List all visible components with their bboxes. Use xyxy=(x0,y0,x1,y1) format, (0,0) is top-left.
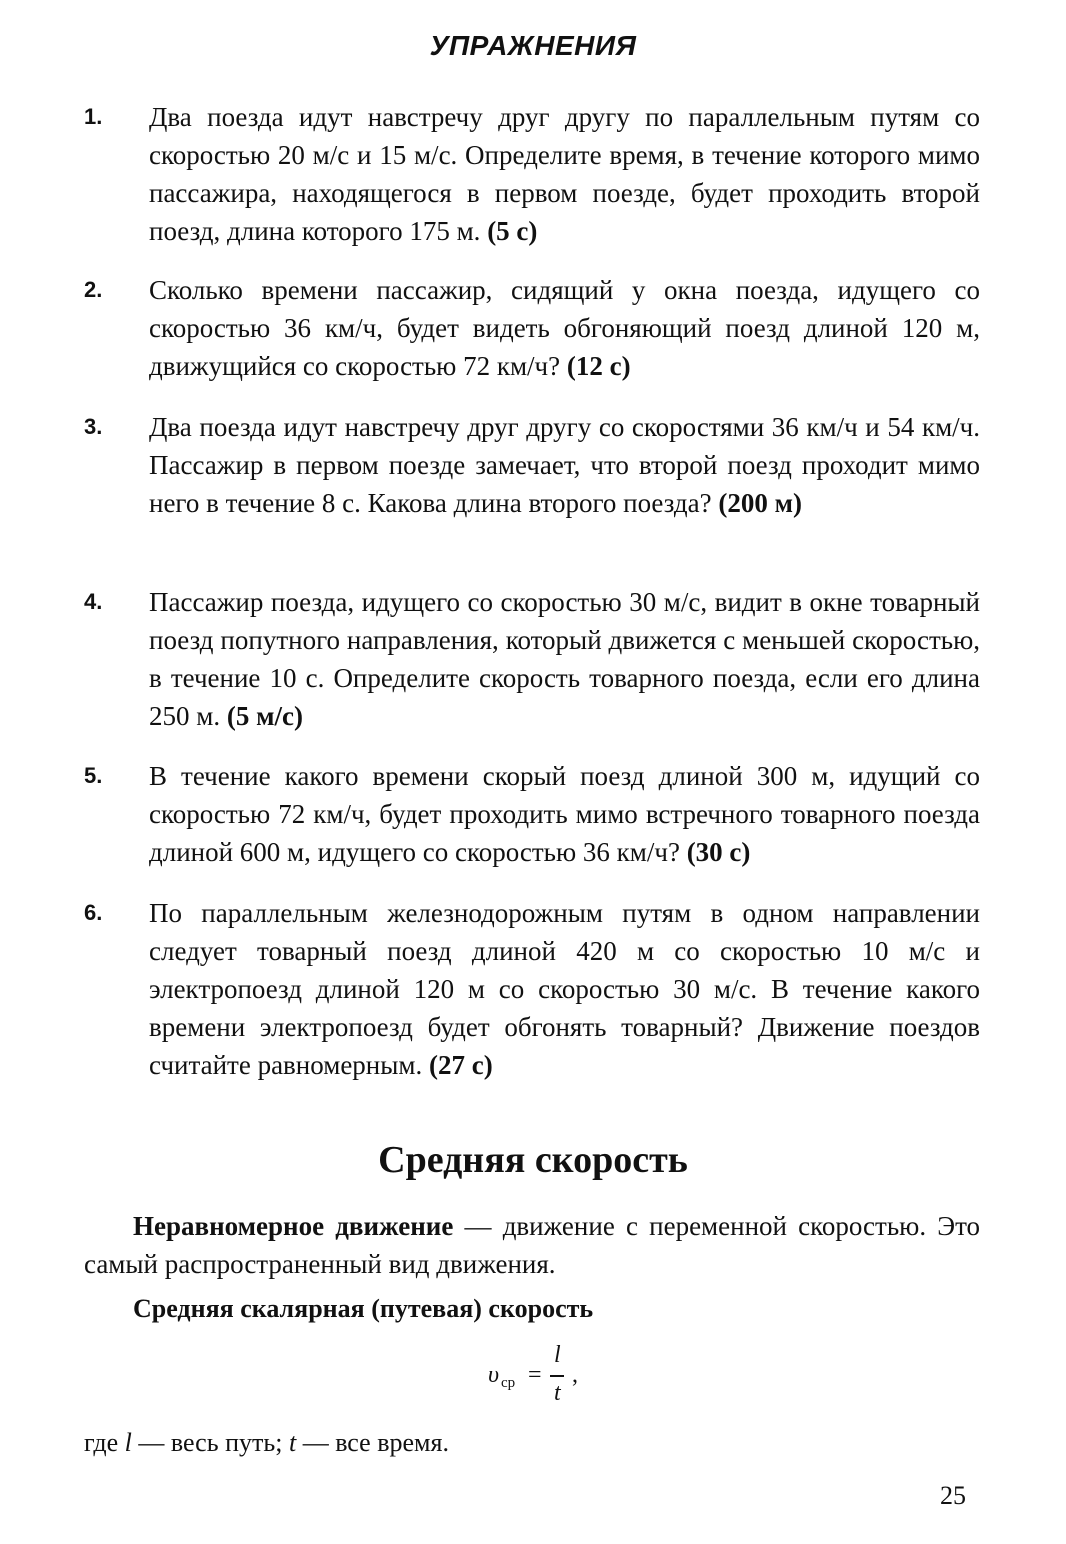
exercise-6 xyxy=(84,894,980,1084)
where-prefix: где xyxy=(84,1428,125,1457)
exercise-text: Сколько времени пассажир, сидящий у окна поезда, идущего со скоростью 36 км/ч, будет видеть обгоняющий поезд длиной 120 м, движущийся со скоростью 72 км/ч? xyxy=(149,275,980,381)
fraction-bar xyxy=(550,1375,564,1377)
where-l: l xyxy=(124,1428,132,1457)
exercise-2 xyxy=(84,271,980,385)
subheading: Средняя скалярная (путевая) скорость xyxy=(133,1294,594,1323)
exercise-answer: (5 м/с) xyxy=(226,701,303,731)
formula-explanation xyxy=(84,1424,449,1462)
definition-term: Неравномерное движение xyxy=(133,1211,454,1241)
formula-equals: = xyxy=(528,1362,542,1388)
exercise-number: 2. xyxy=(84,277,103,302)
exercise-text: Два поезда идут навстречу друг другу по параллельным путям со скоростью 20 м/с и 15 м/с. Определите время, в течение которого мимо пассажира, находящегося в первом поезде, будет проходить второй поезд, длина которого 175 м. xyxy=(149,102,980,246)
exercise-1 xyxy=(84,98,980,250)
formula-comma: , xyxy=(572,1362,578,1388)
where-t: t xyxy=(288,1428,297,1457)
formula-lhs-subscript: ср xyxy=(501,1375,516,1391)
exercise-number: 5. xyxy=(84,763,103,788)
exercise-number: 3. xyxy=(84,414,103,439)
page-title: УПРАЖНЕНИЯ xyxy=(429,30,637,61)
exercise-number: 4. xyxy=(84,589,103,614)
exercise-3 xyxy=(84,408,980,522)
exercise-number: 6. xyxy=(84,900,103,925)
exercise-4 xyxy=(84,583,980,735)
formula-denominator: t xyxy=(554,1380,561,1406)
page-number: 25 xyxy=(940,1481,966,1510)
formula-lhs: υ xyxy=(488,1362,500,1388)
exercise-5 xyxy=(84,757,980,871)
exercise-answer: (27 с) xyxy=(428,1050,493,1080)
exercise-answer: (30 с) xyxy=(686,837,751,867)
exercise-text: Два поезда идут навстречу друг другу со скоростями 36 км/ч и 54 км/ч. Пассажир в первом поезде замечает, что второй поезд проходит мимо него в течение 8 с. Какова длина второго поезда? xyxy=(149,412,980,518)
exercise-answer: (12 с) xyxy=(566,351,631,381)
exercise-answer: (5 с) xyxy=(487,216,538,246)
where-mid: — весь путь; xyxy=(131,1428,289,1457)
exercise-number: 1. xyxy=(84,104,103,129)
where-end: — все время. xyxy=(296,1428,449,1457)
exercise-text: Пассажир поезда, идущего со скоростью 30 м/с, видит в окне товарный поезд попутного направления, который движется с меньшей скоростью, в течение 10 с. Определите скорость товарного поезда, если его длина 250 м. xyxy=(149,587,980,731)
formula-numerator: l xyxy=(554,1342,561,1368)
exercise-text: По параллельным железнодорожным путям в одном направлении следует товарный поезд длиной 420 м со скоростью 10 м/с и электропоезд длиной 120 м со скоростью 30 м/с. В течение какого времени электропоезд будет обгонять товарный? Движение поездов считайте равномерным. xyxy=(149,898,980,1080)
definition-paragraph xyxy=(84,1207,980,1283)
definition-text: — движение с переменной скоростью. Это самый распространенный вид движения. xyxy=(84,1211,981,1279)
exercise-text: В течение какого времени скорый поезд длиной 300 м, идущий со скоростью 72 км/ч, будет проходить мимо встречного товарного поезда длиной 600 м, идущего со скоростью 36 км/ч? xyxy=(149,761,980,867)
section-heading: Средняя скорость xyxy=(378,1139,688,1181)
exercise-answer: (200 м) xyxy=(718,488,802,518)
